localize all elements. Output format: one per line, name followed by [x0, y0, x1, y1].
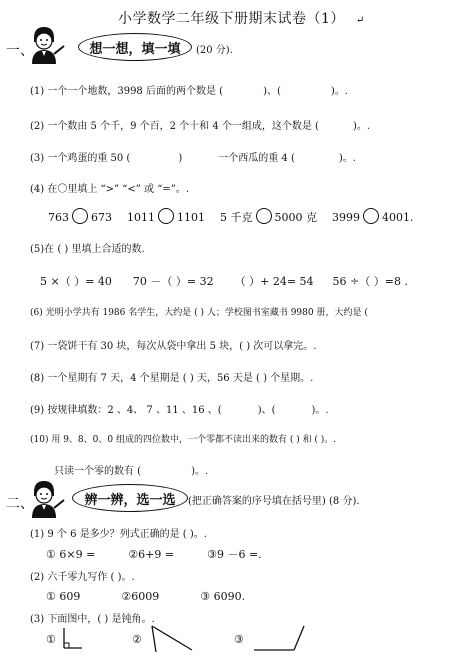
option: ③9 －6 =.: [207, 548, 262, 561]
angle-option-3-label: ③: [234, 633, 244, 646]
angle-option-1-label: ①: [46, 633, 56, 646]
section1-points: (20 分).: [196, 45, 233, 56]
compare-item: 1011 1101: [127, 211, 205, 224]
compare-row: [48, 208, 414, 225]
question-4: (4) 在〇里填上 “>” “<” 或 “=”。.: [30, 184, 190, 195]
title-mark: ↵: [355, 15, 365, 26]
question-10: (10) 用 9、8、0、0 组成的四位数中，一个零都不读出来的数有 ( ) 和 ( )。.: [30, 435, 337, 445]
compare-item: 5 千克 5000 克: [220, 211, 317, 224]
compare-item: 3999 4001.: [332, 211, 414, 224]
question-1: (1) 一个一个地数，3998 后面的两个数是 ( )、( )。.: [30, 86, 348, 97]
question-10-b: 只读一个零的数有 ( )。.: [54, 466, 209, 477]
s2-question-2: (2) 六千零九写作 ( )。.: [30, 572, 135, 583]
page-title: [118, 8, 365, 28]
option: ②6+9 =: [128, 548, 175, 561]
compare-item: 763 673: [48, 211, 112, 224]
s2-q2-options: [46, 590, 245, 603]
s2-question-1: (1) 9 个 6 是多少？列式正确的是 ( )。.: [30, 529, 207, 540]
section1-bubble-text: 想一想，填一填: [89, 41, 181, 57]
option: ① 609: [46, 590, 81, 603]
section1-number: 一、: [6, 43, 34, 59]
fill-item: 56 ÷（ ）=8 .: [332, 275, 408, 288]
teacher-icon: [22, 24, 66, 66]
section2-number: 二、: [6, 496, 34, 512]
question-8: (8) 一个星期有 7 天，4 个星期是 ( ) 天，56 天是 ( ) 个星期。.: [30, 373, 314, 384]
option: ②6009: [121, 590, 160, 603]
right-angle-icon: [60, 626, 84, 652]
fill-item: 70 －（ ）= 32: [132, 275, 214, 288]
question-7: (7) 一袋饼干有 30 块，每次从袋中拿出 5 块，( ) 次可以拿完。.: [30, 341, 317, 352]
compare-circle[interactable]: [158, 208, 174, 224]
section2-bubble-text: 辨一辨，选一选: [84, 492, 176, 508]
section2-instruction: (把正确答案的序号填在括号里) (8 分).: [188, 496, 360, 507]
question-5: (5)在 ( ) 里填上合适的数.: [30, 244, 145, 255]
teacher-icon: [22, 478, 66, 520]
question-2: (2) 一个数由 5 个千，9 个百，2 个十和 4 个一组成，这个数是 ( )。.: [30, 121, 371, 132]
compare-circle[interactable]: [72, 208, 88, 224]
question-6: (6) 光明小学共有 1986 名学生，大约是 ( ) 人；学校图书室藏书 9980 册，大约是 (: [30, 308, 368, 318]
option: ③ 6090.: [200, 590, 246, 603]
s2-question-3: (3) 下面图中，( ) 是钝角。.: [30, 614, 155, 625]
obtuse-angle-icon: [248, 624, 308, 654]
section2-bubble: [72, 484, 188, 512]
option: ① 6×9 =: [46, 548, 96, 561]
acute-angle-icon: [148, 624, 194, 654]
fill-item: （ ）+ 24= 54: [234, 275, 314, 288]
question-9: (9) 按规律填数：2 、4、 7 、11 、16 、( )、( )。.: [30, 405, 329, 416]
section1-bubble: [78, 33, 192, 61]
fill-row: [40, 273, 408, 289]
fill-item: 5 ×（ ）= 40: [40, 275, 112, 288]
angle-option-2-label: ②: [132, 633, 142, 646]
s2-q1-options: [46, 546, 262, 562]
question-3: (3) 一个鸡蛋的重 50 ( ) 一个西瓜的重 4 ( )。.: [30, 153, 356, 164]
compare-circle[interactable]: [256, 208, 272, 224]
compare-circle[interactable]: [363, 208, 379, 224]
title-text: 小学数学二年级下册期末试卷（1）: [118, 11, 345, 27]
